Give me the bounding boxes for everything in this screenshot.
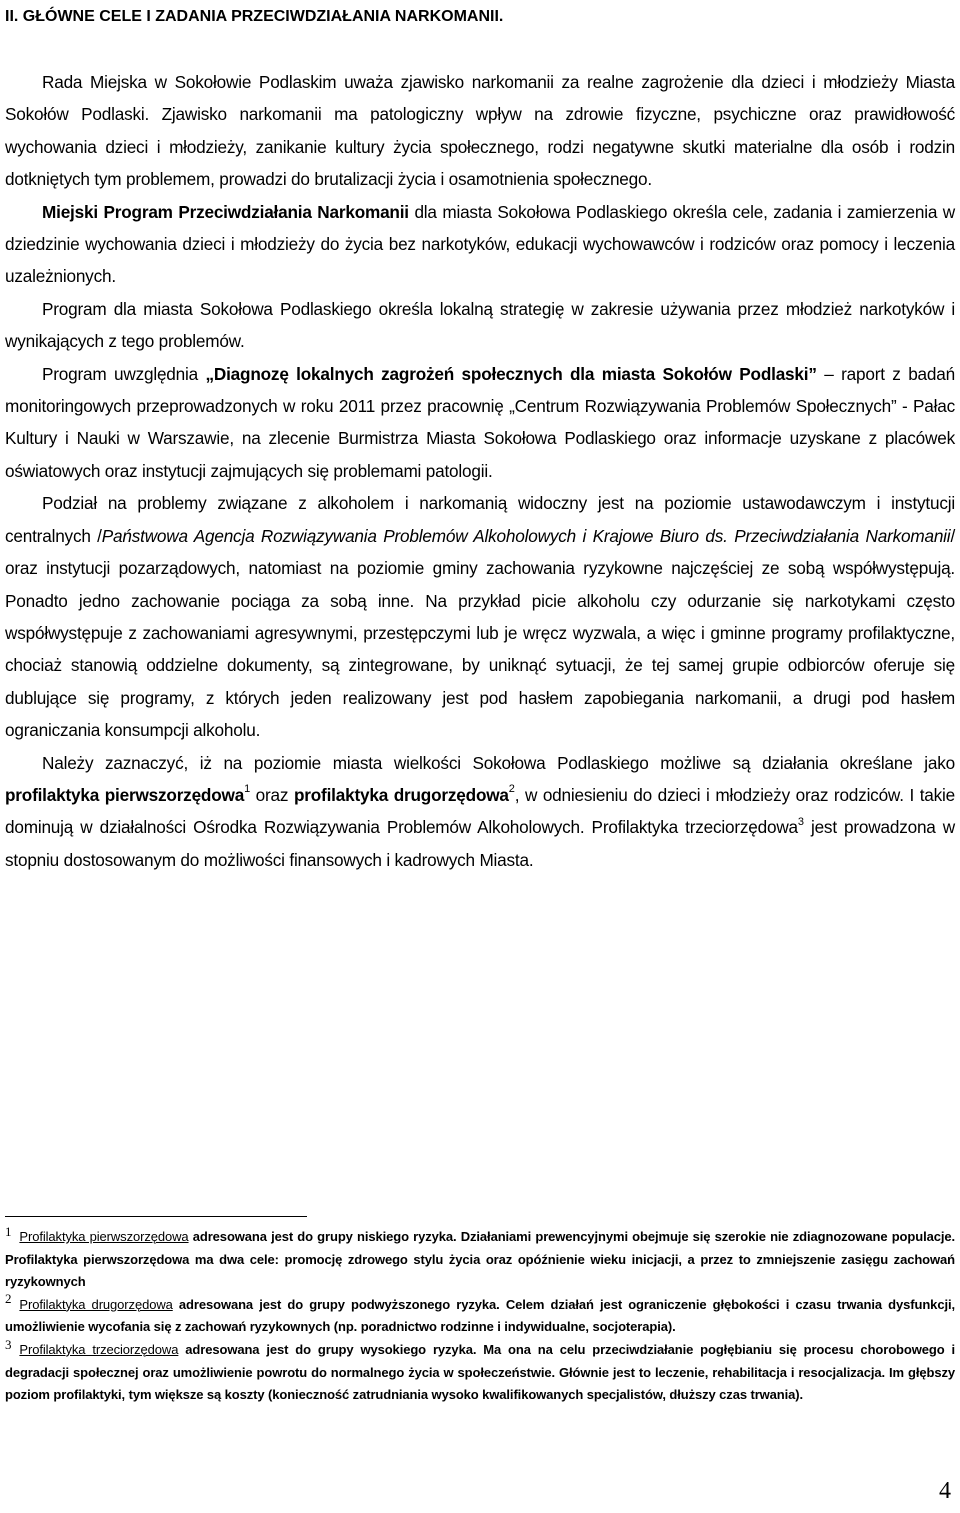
footnote-term: Profilaktyka trzeciorzędowa [19,1341,179,1357]
prevention-connector: oraz [249,784,294,805]
diagnosis-title: „Diagnozę lokalnych zagrożeń społecznych dla miasta Sokołów Podlaski” [205,363,817,384]
footnote-separator [5,1216,307,1217]
page-number: 4 [939,1478,951,1504]
prevention-text: , w odniesieniu do dzieci i młodzieży oraz rodziców. I takie dominują w działalności Ośrodka Rozwiązywania Problemów Alkoholowych. Profilaktyka trzeciorzędowa [5,784,955,838]
footnote-3 [5,1336,955,1407]
footnote-text: adresowana jest do grupy podwyższonego ryzyka. Celem działań jest ograniczenie głębokości i czasu trwania dysfunkcji, umożliwienie wycofania się z zachowań ryzykownych (np. poradnictwo rodzinne i indywidualne, socjoterapia). [5,1296,955,1335]
footnote-ref-1[interactable]: 1 [244,783,250,796]
paragraph-problem-division [5,487,955,746]
footnote-term: Profilaktyka pierwszorzędowa [19,1229,189,1244]
diagnosis-lead: Program uwzględnia [42,363,206,384]
paragraph-intro: Rada Miejska w Sokołowie Podlaskim uważa zjawisko narkomanii za realne zagrożenie dla dzieci i młodzieży Miasta Sokołów Podlaski. Zjawisko narkomanii ma patologiczny wpływ na zdrowie fizyczne, psychiczne oraz prawidłowość wychowania dzieci i młodzieży, zanikanie kultury życia społecznego, rodzi negatywne skutki materialne dla osób i rodzin dotkniętych tym problemem, prowadzi do brutalizacji życia i osamotnienia społecznego. [5,72,955,190]
prevention-lead: Należy zaznaczyć, iż na poziomie miasta wielkości Sokołowa Podlaskiego możliwe są działania określane jako [42,752,955,773]
footnote-1 [5,1223,955,1294]
institutions-names: Państwowa Agencja Rozwiązywania Problemów Alkoholowych i Krajowe Biuro ds. Przeciwdziałania Narkomanii [101,525,951,546]
program-name: Miejski Program Przeciwdziałania Narkomanii [42,201,409,222]
footnote-2 [5,1291,955,1339]
footnote-text: adresowana jest do grupy niskiego ryzyka. Działaniami prewencyjnymi obejmuje się szerokie nie zdiagnozowane populacje. Profilaktyka pierwszorzędowa ma dwa cele: promocję zdrowego stylu życia oraz opóźnienie wieku inicjacji, a przez to zmniejszenie zasięgu zachowań ryzykownych [5,1229,955,1290]
term-secondary: profilaktyka drugorzędowa [293,784,509,805]
footnotes [5,1223,955,1407]
section-heading: II. GŁÓWNE CELE I ZADANIA PRZECIWDZIAŁANIA NARKOMANII. [5,8,504,25]
paragraph-program-goals [5,196,955,293]
footnote-number: 2 [5,1291,12,1307]
prevention-end: jest prowadzona w stopniu dostosowanym do możliwości finansowych i kadrowych Miasta. [5,817,955,870]
footnote-term: Profilaktyka drugorzędowa [19,1296,173,1312]
footnote-text: adresowana jest do grupy wysokiego ryzyka. Ma ona na celu przeciwdziałanie pogłębianiu się procesu chorobowego i degradacji społecznej oraz umożliwienie powrotu do normalnego życia w społeczeństwie. Głównie jest to leczenie, rehabilitacja i resocjalizacja. Im głębszy poziom profilaktyki, tym większe są koszty (konieczność zatrudniania wysoko kwalifikowanych specjalistów, dłuższy czas trwania). [5,1341,955,1403]
paragraph-strategy: Program dla miasta Sokołowa Podlaskiego określa lokalną strategię w zakresie używania przez młodzież narkotyków i wynikających z tego problemów. [5,298,955,352]
paragraph-diagnosis [5,358,955,488]
division-text: / oraz instytucji pozarządowych, natomiast na poziomie gminy zachowania ryzykowne najczęściej ze sobą współwystępują. Ponadto jedno zachowanie pociąga za sobą inne. Na przykład picie alkoholu czy odurzanie się narkotykami często współwystępuje z zachowaniami agresywnymi, przestępczymi lub je wręcz wyzwala, a więc i gminne programy profilaktyczne, chociaż stanowią oddzielne dokumenty, są zintegrowane, by uniknąć sytuacji, że tej samej grupie odbiorców oferuje się dublujące się programy, z których jeden realizowany jest pod hasłem zapobiegania narkomanii, a drugi pod hasłem ograniczania konsumpcji alkoholu. [5,525,956,741]
footnote-number: 1 [5,1223,12,1239]
document-page [5,0,955,1513]
paragraph-prevention-levels [5,747,955,877]
diagnosis-text: – raport z badań monitoringowych przeprowadzonych w roku 2011 przez pracownię „Centrum Rozwiązywania Problemów Społecznych” - Pałac Kultury i Nauki w Warszawie, na zlecenie Burmistrza Miasta Sokołowa Podlaskiego oraz informacje uzyskane z placówek oświatowych oraz instytucji zajmujących się problemami patologii. [5,363,955,481]
division-lead: Podział na problemy związane z alkoholem i narkomanią widoczny jest na poziomie ustawodawczym i instytucji centralnych / [5,493,955,546]
term-primary: profilaktyka pierwszorzędowa [5,784,245,805]
body-text [5,66,955,876]
footnote-ref-3[interactable]: 3 [797,815,804,828]
footnote-ref-2[interactable]: 2 [508,783,515,796]
program-goals-text: dla miasta Sokołowa Podlaskiego określa cele, zadania i zamierzenia w dziedzinie wychowania dzieci i młodzieży do życia bez narkotyków, edukacji wychowawców i rodziców oraz pomocy i leczenia uzależnionych. [5,201,955,287]
footnote-number: 3 [5,1336,12,1352]
